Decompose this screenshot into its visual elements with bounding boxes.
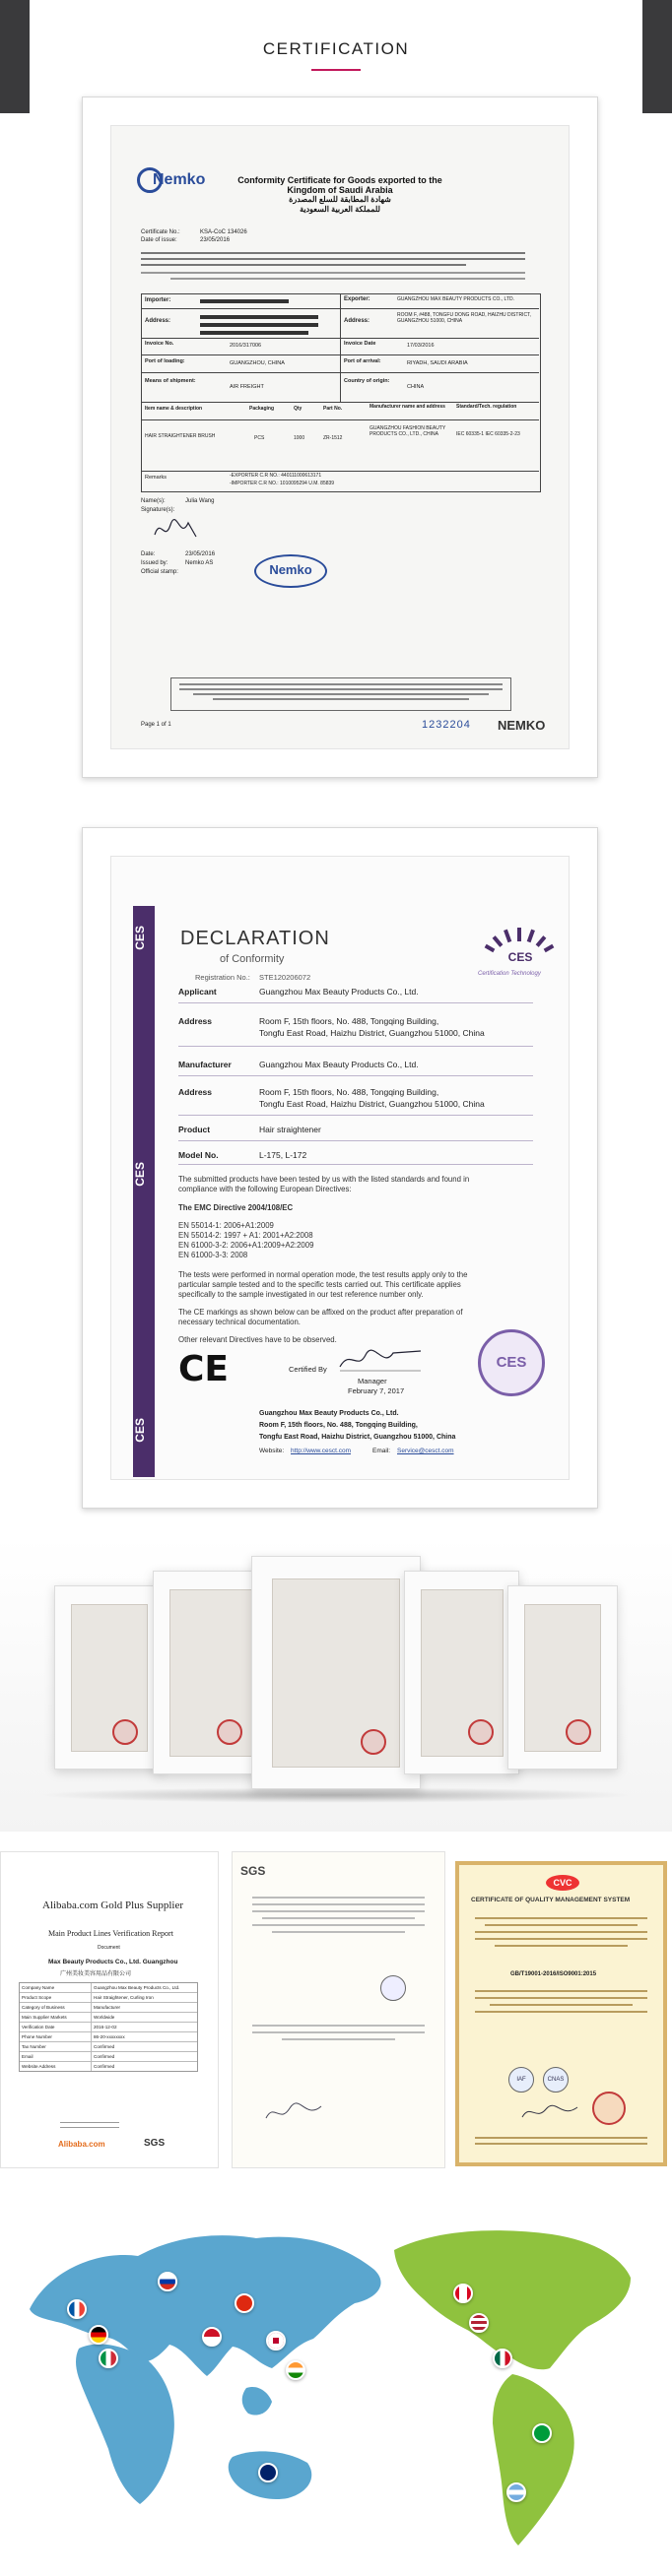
ces-side-word: CES xyxy=(133,1162,147,1187)
ces-logo-icon xyxy=(476,924,565,971)
product-label: Product xyxy=(178,1125,211,1134)
qms-signature xyxy=(518,2101,587,2123)
nemko-official-stamp: Nemko xyxy=(254,554,327,588)
flag-pin-icon xyxy=(158,2272,177,2291)
invoice-date-label: Invoice Date xyxy=(344,341,376,347)
cnas-logo: CNAS xyxy=(543,2067,569,2093)
body-text-line-ar xyxy=(141,272,525,274)
remark-1: -EXPORTER C.R NO.: 440111000613171 xyxy=(230,473,322,479)
standard-1: EN 55014-1: 2006+A1:2009 xyxy=(178,1221,274,1230)
flag-pin-icon xyxy=(266,2331,286,2351)
ce-line-1: The CE markings as shown below can be affixed on the product after preparation of xyxy=(178,1308,463,1317)
address-line-2: Tongfu East Road, Haizhu District, Guangzhou 51000, China xyxy=(259,1028,485,1038)
red-seal xyxy=(566,1719,591,1745)
sgs-logo: SGS xyxy=(240,1864,266,1878)
manager-signature xyxy=(336,1345,425,1375)
table-divider xyxy=(141,338,539,339)
row-divider xyxy=(178,1002,533,1003)
cert-title-en-1: Conformity Certificate for Goods exported to the xyxy=(237,175,442,185)
table-cell-label: Email xyxy=(20,2052,92,2061)
table-divider xyxy=(141,402,539,403)
flag-pin-icon xyxy=(67,2299,87,2319)
declaration-paper xyxy=(110,856,570,1480)
table-divider xyxy=(141,419,539,420)
table-cell-value: Guangzhou Max Beauty Products Co., Ltd. xyxy=(94,1985,180,1990)
table-divider xyxy=(141,471,539,472)
qms-footer-lines xyxy=(475,2133,647,2149)
table-cell-qty: 1000 xyxy=(294,435,305,441)
registration-no: STE120206072 xyxy=(259,973,311,982)
address-line-1b: Room F, 15th floors, No. 488, Tongqing Building, xyxy=(259,1087,439,1097)
red-seal xyxy=(361,1729,386,1755)
exporter-address-label: Address: xyxy=(344,318,370,324)
importer-label: Importer: xyxy=(145,297,171,303)
cert-title-en-2: Kingdom of Saudi Arabia xyxy=(287,185,393,195)
table-divider xyxy=(340,293,341,402)
exporter-address: ROOM F, #488, TONGFU DONG ROAD, HAIZHU DISTRICT, GUANGZHOU 51000, CHINA xyxy=(397,312,531,324)
svg-text:CES: CES xyxy=(507,950,533,964)
table-cell-value: Hair Straightener, Curling Iron xyxy=(94,1995,154,2000)
ce-line-2: necessary technical documentation. xyxy=(178,1318,301,1326)
supplier-title: Alibaba.com Gold Plus Supplier xyxy=(42,1900,183,1911)
sgs-logo-small: SGS xyxy=(144,2138,166,2149)
world-map-icon xyxy=(0,2191,672,2576)
row-divider xyxy=(178,1164,533,1165)
manufacturer-label: Manufacturer xyxy=(178,1060,232,1069)
nemko-logo: Nemko xyxy=(137,167,205,193)
table-row xyxy=(20,2041,197,2051)
table-cell-label: Tax Number xyxy=(20,2042,92,2051)
red-seal xyxy=(217,1719,242,1745)
table-header-item: Item name & description xyxy=(145,406,203,412)
flag-pin-icon xyxy=(235,2293,254,2313)
signature-label: Signature(s): xyxy=(141,507,175,513)
invoice-date: 17/03/2016 xyxy=(407,343,435,349)
port-loading-label: Port of loading: xyxy=(145,358,185,364)
flag-pin-icon xyxy=(506,2482,526,2502)
email-label: Email: xyxy=(372,1448,391,1454)
date-of-issue: 23/05/2016 xyxy=(200,237,231,243)
exporter-label: Exporter: xyxy=(344,296,370,302)
table-cell-value: Manufacturer xyxy=(94,2005,121,2010)
iaf-logo: IAF xyxy=(508,2067,534,2093)
sgs-text-block xyxy=(252,1892,425,1938)
table-cell-label: Company Name xyxy=(20,1983,92,1992)
declaration-subtitle: of Conformity xyxy=(220,953,285,965)
flag-pin-icon xyxy=(453,2284,473,2303)
table-cell-label: Category of Business xyxy=(20,2003,92,2012)
table-cell-standard: IEC 60335-1 IEC 60335-2-23 xyxy=(456,431,520,437)
serial-number: 1232204 xyxy=(422,719,471,731)
supplier-company: Max Beauty Products Co., Ltd. Guangzhou xyxy=(48,1959,178,1965)
other-directives: Other relevant Directives have to be observed. xyxy=(178,1335,337,1344)
remark-2: -IMPORTER C.R NO.: 1010095294 U.M. 85839 xyxy=(230,481,335,486)
date-sig: 23/05/2016 xyxy=(185,551,216,557)
table-row xyxy=(20,2051,197,2061)
table-cell-label: Phone Number xyxy=(20,2032,92,2041)
means-label: Means of shipment: xyxy=(145,378,196,384)
standard-4: EN 61000-3-3: 2008 xyxy=(178,1251,248,1259)
alibaba-supplier-report xyxy=(0,1851,219,2168)
sgs-report xyxy=(232,1851,445,2168)
declaration-frame xyxy=(82,827,598,1509)
port-arrival-label: Port of arrival: xyxy=(344,358,381,364)
red-seal xyxy=(592,2092,626,2125)
qms-title: CERTIFICATE OF QUALITY MANAGEMENT SYSTEM xyxy=(471,1897,631,1903)
address-redacted xyxy=(200,315,318,319)
port-arrival: RIYADH, SAUDI ARABIA xyxy=(407,360,468,366)
saudi-certificate-frame xyxy=(82,97,598,778)
table-cell-label: Main Supplier Markets xyxy=(20,2013,92,2022)
table-cell-manufacturer: GUANGZHOU FASHION BEAUTY PRODUCTS CO., LTD., CHINA xyxy=(370,425,446,437)
qms-text-block xyxy=(475,1912,647,1952)
name-label: Name(s): xyxy=(141,498,166,504)
table-row xyxy=(20,1983,197,1992)
table-cell-label: Verification Date xyxy=(20,2023,92,2031)
name-value: Julia Wang xyxy=(185,498,215,504)
means: AIR FREIGHT xyxy=(230,384,264,390)
importer-address-label: Address: xyxy=(145,318,171,324)
manufacturer-value: Guangzhou Max Beauty Products Co., Ltd. xyxy=(259,1060,419,1069)
table-row xyxy=(20,2061,197,2071)
sgs-text-block-2 xyxy=(252,2020,425,2045)
framed-certificate xyxy=(507,1585,618,1770)
table-divider xyxy=(141,354,539,355)
flag-pin-icon xyxy=(202,2327,222,2347)
address-line-2b: Tongfu East Road, Haizhu District, Guangzhou 51000, China xyxy=(259,1099,485,1109)
issued-by-label: Issued by: xyxy=(141,560,168,566)
table-divider xyxy=(141,372,539,373)
table-row xyxy=(20,2002,197,2012)
table-header-manufacturer: Manufacturer name and address xyxy=(370,404,445,410)
nemko-footer-brand: NEMKO xyxy=(498,718,546,733)
table-cell-value: 2016-12-02 xyxy=(94,2025,117,2029)
address-redacted xyxy=(200,331,308,335)
address-line-1: Room F, 15th floors, No. 488, Tongqing Building, xyxy=(259,1016,439,1026)
qms-text-block-2 xyxy=(475,1985,647,2018)
table-cell-part: ZR-1512 xyxy=(323,435,343,441)
signature-lines xyxy=(60,2118,119,2132)
quality-management-certificate xyxy=(455,1861,667,2166)
page-indicator: Page 1 of 1 xyxy=(141,722,171,728)
supplier-company-cn: 广州美妆美容用品有限公司 xyxy=(60,1971,132,1977)
qms-standard: GB/T19001-2016/ISO9001:2015 xyxy=(510,1971,597,1977)
website-link[interactable]: http://www.cesct.com xyxy=(291,1448,352,1454)
ces-side-word: CES xyxy=(133,1418,147,1443)
supplier-subtitle: Main Product Lines Verification Report xyxy=(48,1929,173,1938)
applicant-label: Applicant xyxy=(178,987,217,997)
table-cell-label: Website Address xyxy=(20,2062,92,2071)
supplier-table xyxy=(19,1982,198,2072)
footer-company: Guangzhou Max Beauty Products Co., Ltd. xyxy=(259,1410,399,1417)
body-text-line xyxy=(141,258,525,260)
registration-label: Registration No.: xyxy=(195,973,250,982)
row-divider xyxy=(178,1046,533,1047)
signature-scribble xyxy=(151,515,200,545)
date-of-issue-label: Date of issue: xyxy=(141,237,177,243)
supplier-doc: Document xyxy=(98,1945,120,1951)
issued-by: Nemko AS xyxy=(185,560,214,566)
flag-pin-icon xyxy=(99,2349,118,2368)
cert-title-ar-1: شهادة المطابقة للسلع المصدرة xyxy=(289,195,391,204)
body-text-line xyxy=(141,252,525,254)
table-divider xyxy=(141,308,539,309)
table-cell-value: Confirmed xyxy=(94,2044,115,2049)
table-row xyxy=(20,2022,197,2031)
table-header-part: Part No. xyxy=(323,406,343,412)
country-label: Country of origin: xyxy=(344,378,390,384)
table-cell-value: Confirmed xyxy=(94,2054,115,2059)
cert-no-label: Certificate No.: xyxy=(141,229,180,235)
model-value: L-175, L-172 xyxy=(259,1150,307,1160)
manager-label: Manager xyxy=(358,1377,387,1385)
table-cell-item: HAIR STRAIGHTENER BRUSH xyxy=(145,433,216,439)
table-row xyxy=(20,2031,197,2041)
address-label-2: Address xyxy=(178,1087,213,1097)
ces-seal-stamp: CES xyxy=(478,1329,545,1396)
standard-2: EN 55014-2: 1997 + A1: 2001+A2:2008 xyxy=(178,1231,313,1240)
certified-by-label: Certified By xyxy=(289,1365,327,1374)
email-link[interactable]: Service@cesct.com xyxy=(397,1448,454,1454)
product-value: Hair straightener xyxy=(259,1125,321,1134)
importer-redacted xyxy=(200,299,289,303)
address-redacted xyxy=(200,323,318,327)
address-label: Address xyxy=(178,1016,213,1026)
directive-title: The EMC Directive 2004/108/EC xyxy=(178,1203,294,1212)
invoice-no: 2016/317006 xyxy=(230,343,262,349)
official-stamp-label: Official stamp: xyxy=(141,569,178,575)
saudi-certificate-paper xyxy=(110,125,570,749)
table-cell-value: Confirmed xyxy=(94,2064,115,2069)
body-text-line xyxy=(141,264,466,266)
remarks-label: Remarks xyxy=(145,475,168,481)
bottom-disclaimer xyxy=(170,677,511,711)
cert-no: KSA-CoC 134026 xyxy=(200,229,247,235)
table-row xyxy=(20,1992,197,2002)
website-label: Website: xyxy=(259,1448,285,1454)
port-loading: GUANGZHOU, CHINA xyxy=(230,360,285,366)
framed-certificate xyxy=(54,1585,165,1770)
table-header-packaging: Packaging xyxy=(249,406,275,412)
tests-line-3: specifically to the sample investigated in our test reference number only. xyxy=(178,1290,424,1299)
footer-address-1: Room F, 15th floors, No. 488, Tongqing Building, xyxy=(259,1422,418,1429)
date-sig-label: Date: xyxy=(141,551,156,557)
country: CHINA xyxy=(407,384,425,390)
table-cell-value: 86-20-xxxxxxxx xyxy=(94,2034,125,2039)
frames-shadow xyxy=(34,1787,638,1803)
cert-title-ar-2: للمملكة العربية السعودية xyxy=(300,205,380,214)
flag-pin-icon xyxy=(469,2313,489,2333)
applicant-value: Guangzhou Max Beauty Products Co., Ltd. xyxy=(259,987,419,997)
sign-date: February 7, 2017 xyxy=(348,1386,405,1395)
page-title: CERTIFICATION xyxy=(262,39,410,58)
standard-3: EN 61000-3-2: 2006+A1:2009+A2:2009 xyxy=(178,1241,314,1250)
table-row xyxy=(20,2012,197,2022)
red-seal xyxy=(468,1719,494,1745)
flag-pin-icon xyxy=(493,2349,512,2368)
statement-line-2: compliance with the following European Directives: xyxy=(178,1185,352,1193)
table-cell-value: Worldwide xyxy=(94,2015,115,2020)
exporter-name: GUANGZHOU MAX BEAUTY PRODUCTS CO., LTD. xyxy=(397,296,514,302)
alibaba-logo: Alibaba.com xyxy=(58,2140,105,2149)
row-divider xyxy=(178,1140,533,1141)
red-seal xyxy=(112,1719,138,1745)
ces-side-word: CES xyxy=(133,926,147,950)
flag-pin-icon xyxy=(89,2325,108,2345)
framed-certificate-center xyxy=(251,1556,421,1789)
tests-line-2: particular sample tested and to the specific tests carried out. This certificate applies xyxy=(178,1280,461,1289)
framed-certificate xyxy=(404,1571,519,1774)
tests-line-1: The tests were performed in normal operation mode, the test results apply only to the xyxy=(178,1270,468,1279)
footer-address-2: Tongfu East Road, Haizhu District, Guangzhou 51000, China xyxy=(259,1434,456,1441)
declaration-title: DECLARATION xyxy=(180,928,330,949)
body-text-line-ar xyxy=(170,278,525,280)
table-header-qty: Qty xyxy=(294,406,302,412)
flag-pin-icon xyxy=(286,2360,305,2380)
row-divider xyxy=(178,1115,533,1116)
statement-line-1: The submitted products have been tested by us with the listed standards and found in xyxy=(178,1175,470,1184)
ce-mark-icon: CE xyxy=(178,1349,230,1389)
sgs-round-seal xyxy=(380,1975,406,2001)
flag-pin-icon xyxy=(258,2463,278,2482)
ces-logo-caption: Certification Technology xyxy=(478,971,541,977)
flag-pin-icon xyxy=(532,2423,552,2443)
model-label: Model No. xyxy=(178,1150,219,1160)
table-header-standard: Standard/Tech. regulation xyxy=(456,404,517,410)
row-divider xyxy=(178,1075,533,1076)
world-map-section xyxy=(0,2191,672,2576)
cvc-logo: CVC xyxy=(546,1875,579,1891)
table-cell-packaging: PCS xyxy=(254,435,265,441)
title-underline xyxy=(311,69,361,71)
table-cell-label: Product Scope xyxy=(20,1993,92,2002)
ces-side-strip xyxy=(133,906,155,1477)
invoice-no-label: Invoice No. xyxy=(145,341,174,347)
sgs-signature xyxy=(262,2098,331,2128)
